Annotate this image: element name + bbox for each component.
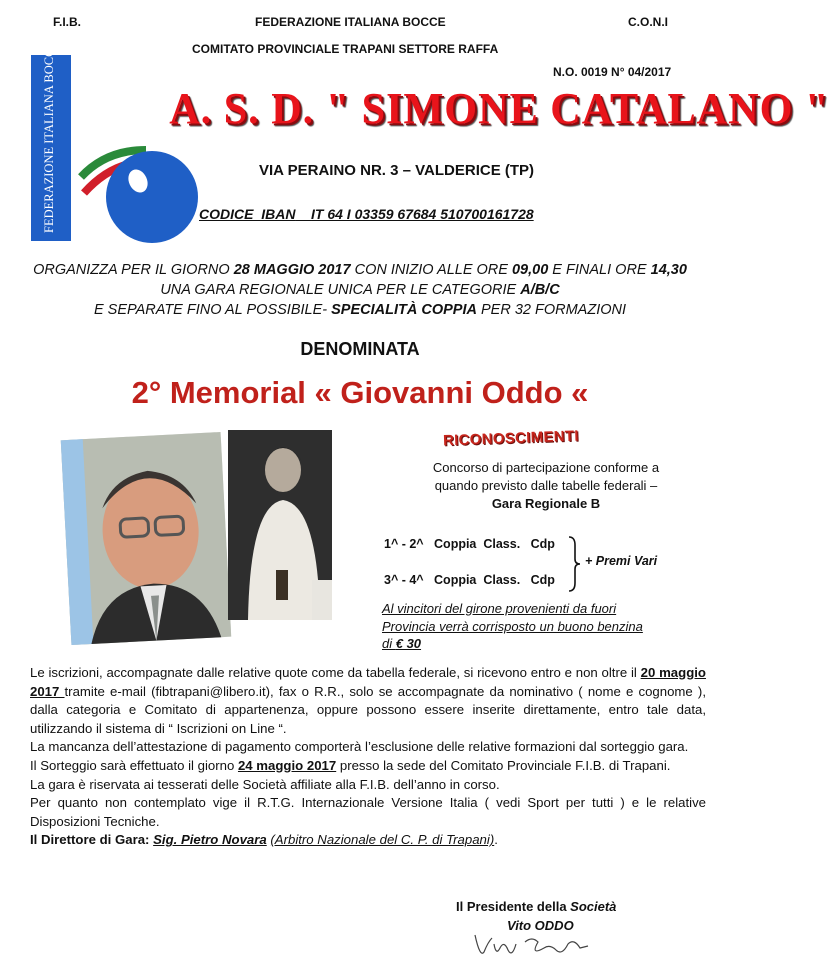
- benzina-bonus: Al vincitori del girone provenienti da fuori Provincia verrà corrisposto un buono benzina di € 30: [382, 601, 643, 651]
- president-title: Il Presidente della Società: [456, 899, 617, 914]
- handwritten-signature: [470, 930, 600, 960]
- iban-value: IT 64 I 03359 67684 510700161728: [311, 206, 534, 222]
- header-committee: COMITATO PROVINCIALE TRAPANI SETTORE RAFFA: [192, 42, 499, 56]
- club-address: VIA PERAINO NR. 3 – VALDERICE (TP): [259, 162, 535, 179]
- paragraph-eligibility: La gara è riservata ai tesserati delle Società affiliate alla F.I.B. dell’anno in corso.: [30, 776, 500, 792]
- header-coni: C.O.N.I: [628, 15, 669, 29]
- paragraph-registration: Le iscrizioni, accompagnate dalle relative quote come da tabella federale, si ricevono entro e non oltre il 20 maggio 2017 tramite e-mail (fibtrapani@libero.it), fax o R.R., solo se accompagnate da nominativo ( nome e cognome ), dalla categoria e Comitato di appartenenza, oppure possono essere inserite direttamente, entro tale data, utilizzando il sistema di “ Iscrizioni on Line “.: [30, 665, 706, 736]
- iban: [199, 206, 534, 222]
- curly-brace-icon: [566, 535, 582, 593]
- premi-vari: + Premi Vari: [585, 554, 658, 568]
- organization-line-2: UNA GARA REGIONALE UNICA PER LE CATEGORIE A/B/C: [160, 282, 560, 298]
- paragraph-sorteggio: Il Sorteggio sarà effettuato il giorno 24 maggio 2017 presso la sede del Comitato Provinciale F.I.B. di Trapani.: [30, 757, 671, 773]
- logo-vertical-text: FEDERAZIONE ITALIANA BOCCE: [42, 40, 56, 233]
- photo-giovanni-oddo-elder: [61, 432, 232, 645]
- organization-line-3: E SEPARATE FINO AL POSSIBILE- SPECIALITÀ COPPIA PER 32 FORMAZIONI: [93, 302, 627, 318]
- paragraph-rules: Per quanto non contemplato vige il R.T.G. Internazionale Versione Italia ( vedi Sport per tutti ) e le relative Disposizioni Tecniche.: [30, 795, 706, 829]
- paragraph-director: Il Direttore di Gara: Sig. Pietro Novara (Arbitro Nazionale del C. P. di Trapani).: [30, 832, 498, 848]
- president-name: Vito ODDO: [507, 918, 574, 933]
- denominata: DENOMINATA: [300, 339, 420, 359]
- prize-line-2: 3^ - 4^ Coppia Class. Cdp: [384, 573, 555, 587]
- header-federation: FEDERAZIONE ITALIANA BOCCE: [255, 15, 446, 29]
- regulations-body: [30, 664, 706, 850]
- prize-line-1: 1^ - 2^ Coppia Class. Cdp: [384, 537, 555, 551]
- paragraph-payment: La mancanza dell’attestazione di pagamento comporterà l’esclusione delle relative formazioni dal sorteggio gara.: [30, 739, 689, 755]
- iban-label: CODICE IBAN: [199, 206, 296, 222]
- gara-regionale: Gara Regionale B: [491, 496, 601, 511]
- organization-line-1: ORGANIZZA PER IL GIORNO 28 MAGGIO 2017 CON INIZIO ALLE ORE 09,00 E FINALI ORE 14,30: [33, 262, 687, 278]
- club-name: A. S. D. " SIMONE CATALANO ": [169, 84, 829, 133]
- riconoscimenti-desc: Concorso di partecipazione conforme a quando previsto dalle tabelle federali – Gara Regionale B: [386, 459, 706, 513]
- bocce-ball-icon: [66, 115, 201, 245]
- doc-number: N.O. 0019 N° 04/2017: [553, 65, 672, 79]
- riconoscimenti-heading: RICONOSCIMENTI: [442, 427, 580, 450]
- header-fib: F.I.B.: [53, 15, 82, 29]
- photo-giovanni-oddo-young: [228, 430, 332, 620]
- event-title: 2° Memorial « Giovanni Oddo «: [131, 375, 589, 410]
